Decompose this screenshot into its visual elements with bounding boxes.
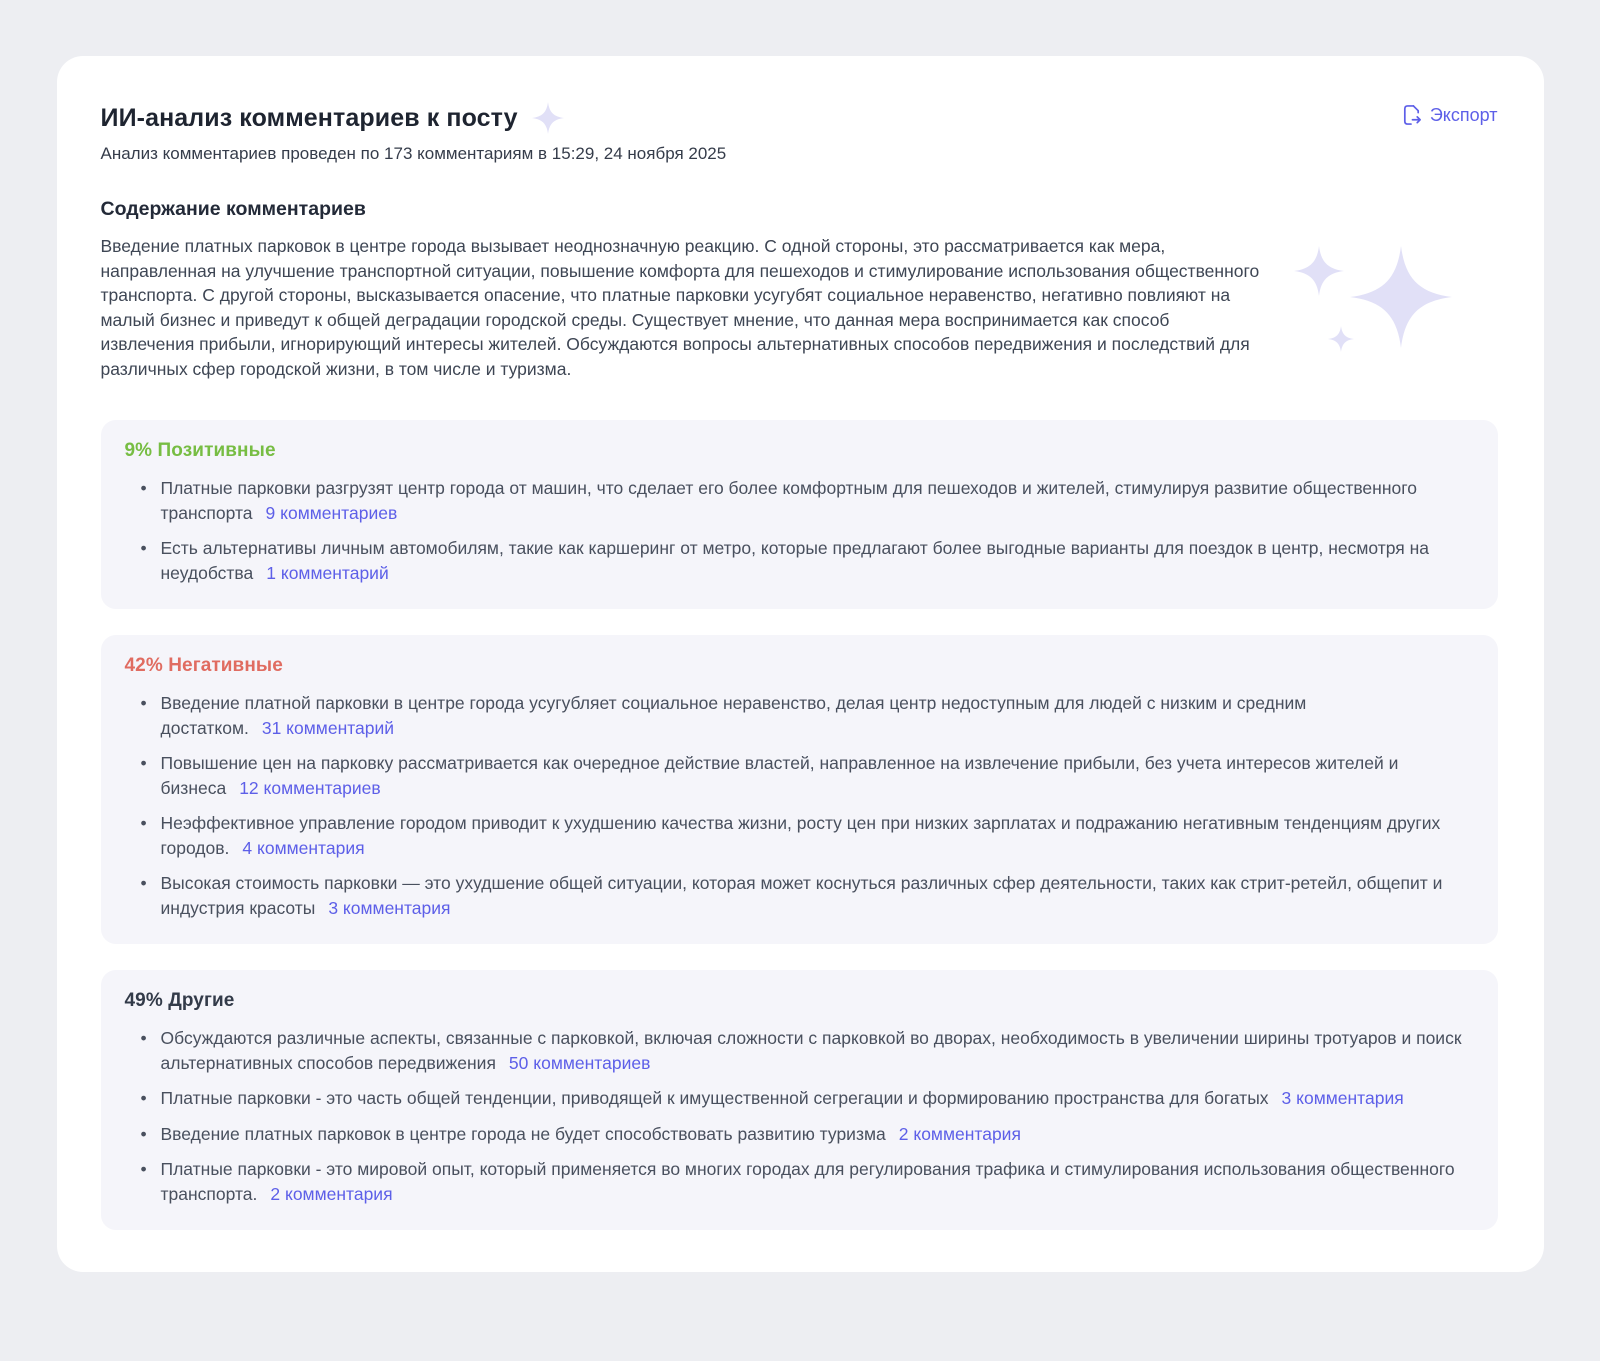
card-header xyxy=(101,102,1498,134)
export-button[interactable] xyxy=(1401,102,1498,128)
list-item xyxy=(125,1086,1472,1111)
sparkle-icon xyxy=(1328,326,1354,352)
section-other xyxy=(101,970,1498,1230)
section-positive-label: 9% Позитивные xyxy=(124,440,276,461)
sparkle-icon xyxy=(532,102,564,134)
comment-count-link[interactable]: 3 комментария xyxy=(328,897,451,918)
export-icon xyxy=(1401,104,1422,126)
item-text: Введение платных парковок в центре города не будет способствовать развитию туризма xyxy=(160,1123,886,1144)
export-label: Экспорт xyxy=(1429,104,1498,125)
section-negative-label: 42% Негативные xyxy=(124,655,283,676)
section-other-list xyxy=(125,1026,1472,1206)
ai-analysis-card xyxy=(57,56,1544,1272)
comment-count-link[interactable]: 1 комментарий xyxy=(266,562,389,583)
section-negative-list xyxy=(125,691,1472,920)
section-positive-list xyxy=(125,476,1472,585)
section-negative xyxy=(101,635,1498,944)
list-item xyxy=(125,811,1472,860)
list-item xyxy=(125,536,1472,585)
list-item xyxy=(125,1122,1472,1147)
comment-count-link[interactable]: 31 комментарий xyxy=(261,717,395,738)
summary-text: Введение платных парковок в центре города вызывает неоднозначную реакцию. С одной стороны, это рассматривается как мера, направленная на улучшение транспортной ситуации, повышение комфорта для пешеходов и стимулирование использования общественного транспорта. С другой стороны, высказывается опасение, что платные парковки усугубят социальное неравенство, негативно повлияют на малый бизнес и приведут к общей деградации городской среды. Существует мнение, что данная мера воспринимается как способ извлечения прибыли, игнорирующий интересы жителей. Обсуждаются вопросы альтернативных способов передвижения и последствий для различных сфер городской жизни, в том числе и туризма. xyxy=(100,236,1260,379)
sparkles-decoration xyxy=(1266,234,1498,384)
sparkle-icon xyxy=(1350,246,1452,348)
item-text: Повышение цен на парковку рассматривается как очередное действие властей, направленное на извлечение прибыли, без учета интересов жителей и бизнеса xyxy=(160,753,1399,798)
analysis-meta: Анализ комментариев проведен по 173 комментариям в 15:29, 24 ноября 2025 xyxy=(100,144,727,163)
item-text: Платные парковки разгрузят центр города от машин, что сделает его более комфортным для пешеходов и жителей, стимулируя развитие общественного транспорта xyxy=(160,478,1417,523)
section-positive xyxy=(101,420,1498,609)
list-item xyxy=(125,691,1472,740)
summary-block xyxy=(101,234,1498,384)
item-text: Платные парковки - это мировой опыт, который применяется во многих городах для регулирования трафика и стимулирования использования общественного транспорта. xyxy=(160,1159,1455,1204)
comment-count-link[interactable]: 50 комментариев xyxy=(508,1052,651,1073)
comment-count-link[interactable]: 12 комментариев xyxy=(239,777,381,798)
item-text: Платные парковки - это часть общей тенденции, приводящей к имущественной сегрегации и формированию пространства для богатых xyxy=(160,1088,1269,1108)
item-text: Высокая стоимость парковки — это ухудшение общей ситуации, которая может коснуться различных сфер деятельности, таких как стрит-ретейл, общепит и индустрия красоты xyxy=(160,873,1443,918)
item-text: Неэффективное управление городом приводит к ухудшению качества жизни, росту цен при низких зарплатах и подражанию негативным тенденциям других городов. xyxy=(160,813,1441,858)
comment-count-link[interactable]: 3 комментария xyxy=(1281,1088,1404,1108)
list-item xyxy=(125,476,1472,525)
item-text: Обсуждаются различные аспекты, связанные с парковкой, включая сложности с парковкой во дворах, необходимость в увеличении ширины тротуаров и поиск альтернативных способов передвижения xyxy=(160,1028,1462,1073)
sparkle-icon xyxy=(1294,246,1344,296)
comment-count-link[interactable]: 4 комментария xyxy=(242,837,365,858)
comment-count-link[interactable]: 2 комментария xyxy=(270,1183,393,1204)
list-item xyxy=(125,871,1472,920)
list-item xyxy=(125,751,1472,800)
summary-heading: Содержание комментариев xyxy=(100,198,366,220)
comment-count-link[interactable]: 2 комментария xyxy=(898,1123,1021,1144)
item-text: Есть альтернативы личным автомобилям, такие как каршеринг от метро, которые предлагают более выгодные варианты для поездок в центр, несмотря на неудобства xyxy=(160,538,1430,583)
list-item xyxy=(125,1026,1472,1075)
section-other-label: 49% Другие xyxy=(124,990,235,1011)
page-title: ИИ-анализ комментариев к посту xyxy=(100,103,518,132)
list-item xyxy=(125,1157,1472,1206)
comment-count-link[interactable]: 9 комментариев xyxy=(265,502,398,523)
item-text: Введение платной парковки в центре города усугубляет социальное неравенство, делая центр недоступным для людей с низким и средним достатком. xyxy=(160,693,1307,738)
